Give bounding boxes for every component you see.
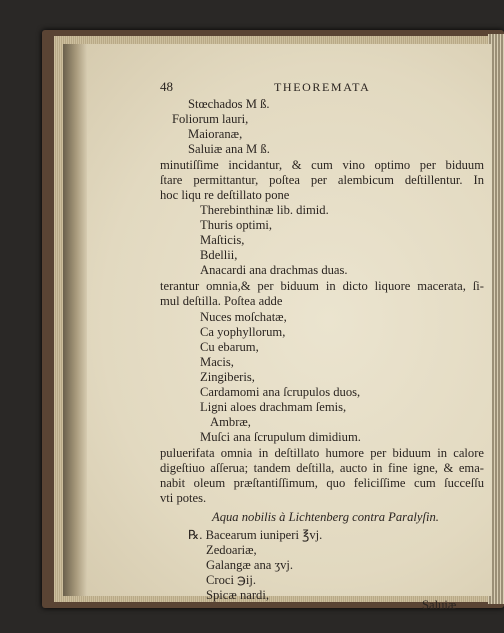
text-line: Spicæ nardi, [206,588,269,602]
text-line: Zingiberis, [200,370,255,384]
text-line: terantur omnia,& per biduum in dicto liquore macerata, ſi- [160,279,484,293]
recipe-heading: Aqua nobilis à Lichtenberg contra Paralyſin. [212,510,439,524]
text-line: nabit oleum præſtantiſſimum, quo feliciſſime cum ſucceſſu [160,476,484,490]
text-line: Galangæ ana ʒvj. [206,558,294,572]
text-line: Cu ebarum, [200,340,259,354]
text-line: Croci ℈ij. [206,573,257,587]
text-line: Foliorum lauri, [172,112,249,126]
running-title: THEOREMATA [274,80,371,94]
text-line: ℞. Bacearum iuniperi ℥vj. [188,528,323,542]
page-text [84,44,492,612]
text-line: Therebinthinæ lib. dimid. [200,203,329,217]
text-line: mul deſtilla. Poſtea adde [160,294,283,308]
text-line: digeſtiuo aſſerua; tandem deſtilla, aucto in fine igne, & ema- [160,461,484,475]
text-line: Thuris optimi, [200,218,273,232]
text-line: Zedoariæ, [206,543,257,557]
text-line: Cardamomi ana ſcrupulos duos, [200,385,361,399]
page-number: 48 [160,79,173,94]
text-line: ſtare permittantur, poſtea per alembicum deſtillentur. In [160,173,484,187]
text-line: Stœchados M ß. [188,97,270,111]
text-line: minutiſſime incidantur, & cum vino optimo per biduum [160,158,484,172]
text-line: Ambræ, [210,415,251,429]
text-line: Maſticis, [200,233,245,247]
text-line: Bdellii, [200,248,238,262]
catchword: Saluiæ [422,598,457,612]
text-line: Anacardi ana drachmas duas. [200,263,348,277]
text-line: hoc liqu re deſtillato pone [160,188,290,202]
text-line: Muſci ana ſcrupulum dimidium. [200,430,361,444]
text-line: Ca yophyllorum, [200,325,286,339]
text-line: Nuces moſchatæ, [200,310,287,324]
text-line: Saluiæ ana M ß. [188,142,270,156]
text-line: Ligni aloes drachmam ſemis, [200,400,347,414]
text-line: Macis, [200,355,234,369]
text-line: puluerifata omnia in deſtillato humore per biduum in calore [160,446,484,460]
text-line: vti potes. [160,491,207,505]
text-line: Maioranæ, [188,127,243,141]
book-page [84,44,492,612]
